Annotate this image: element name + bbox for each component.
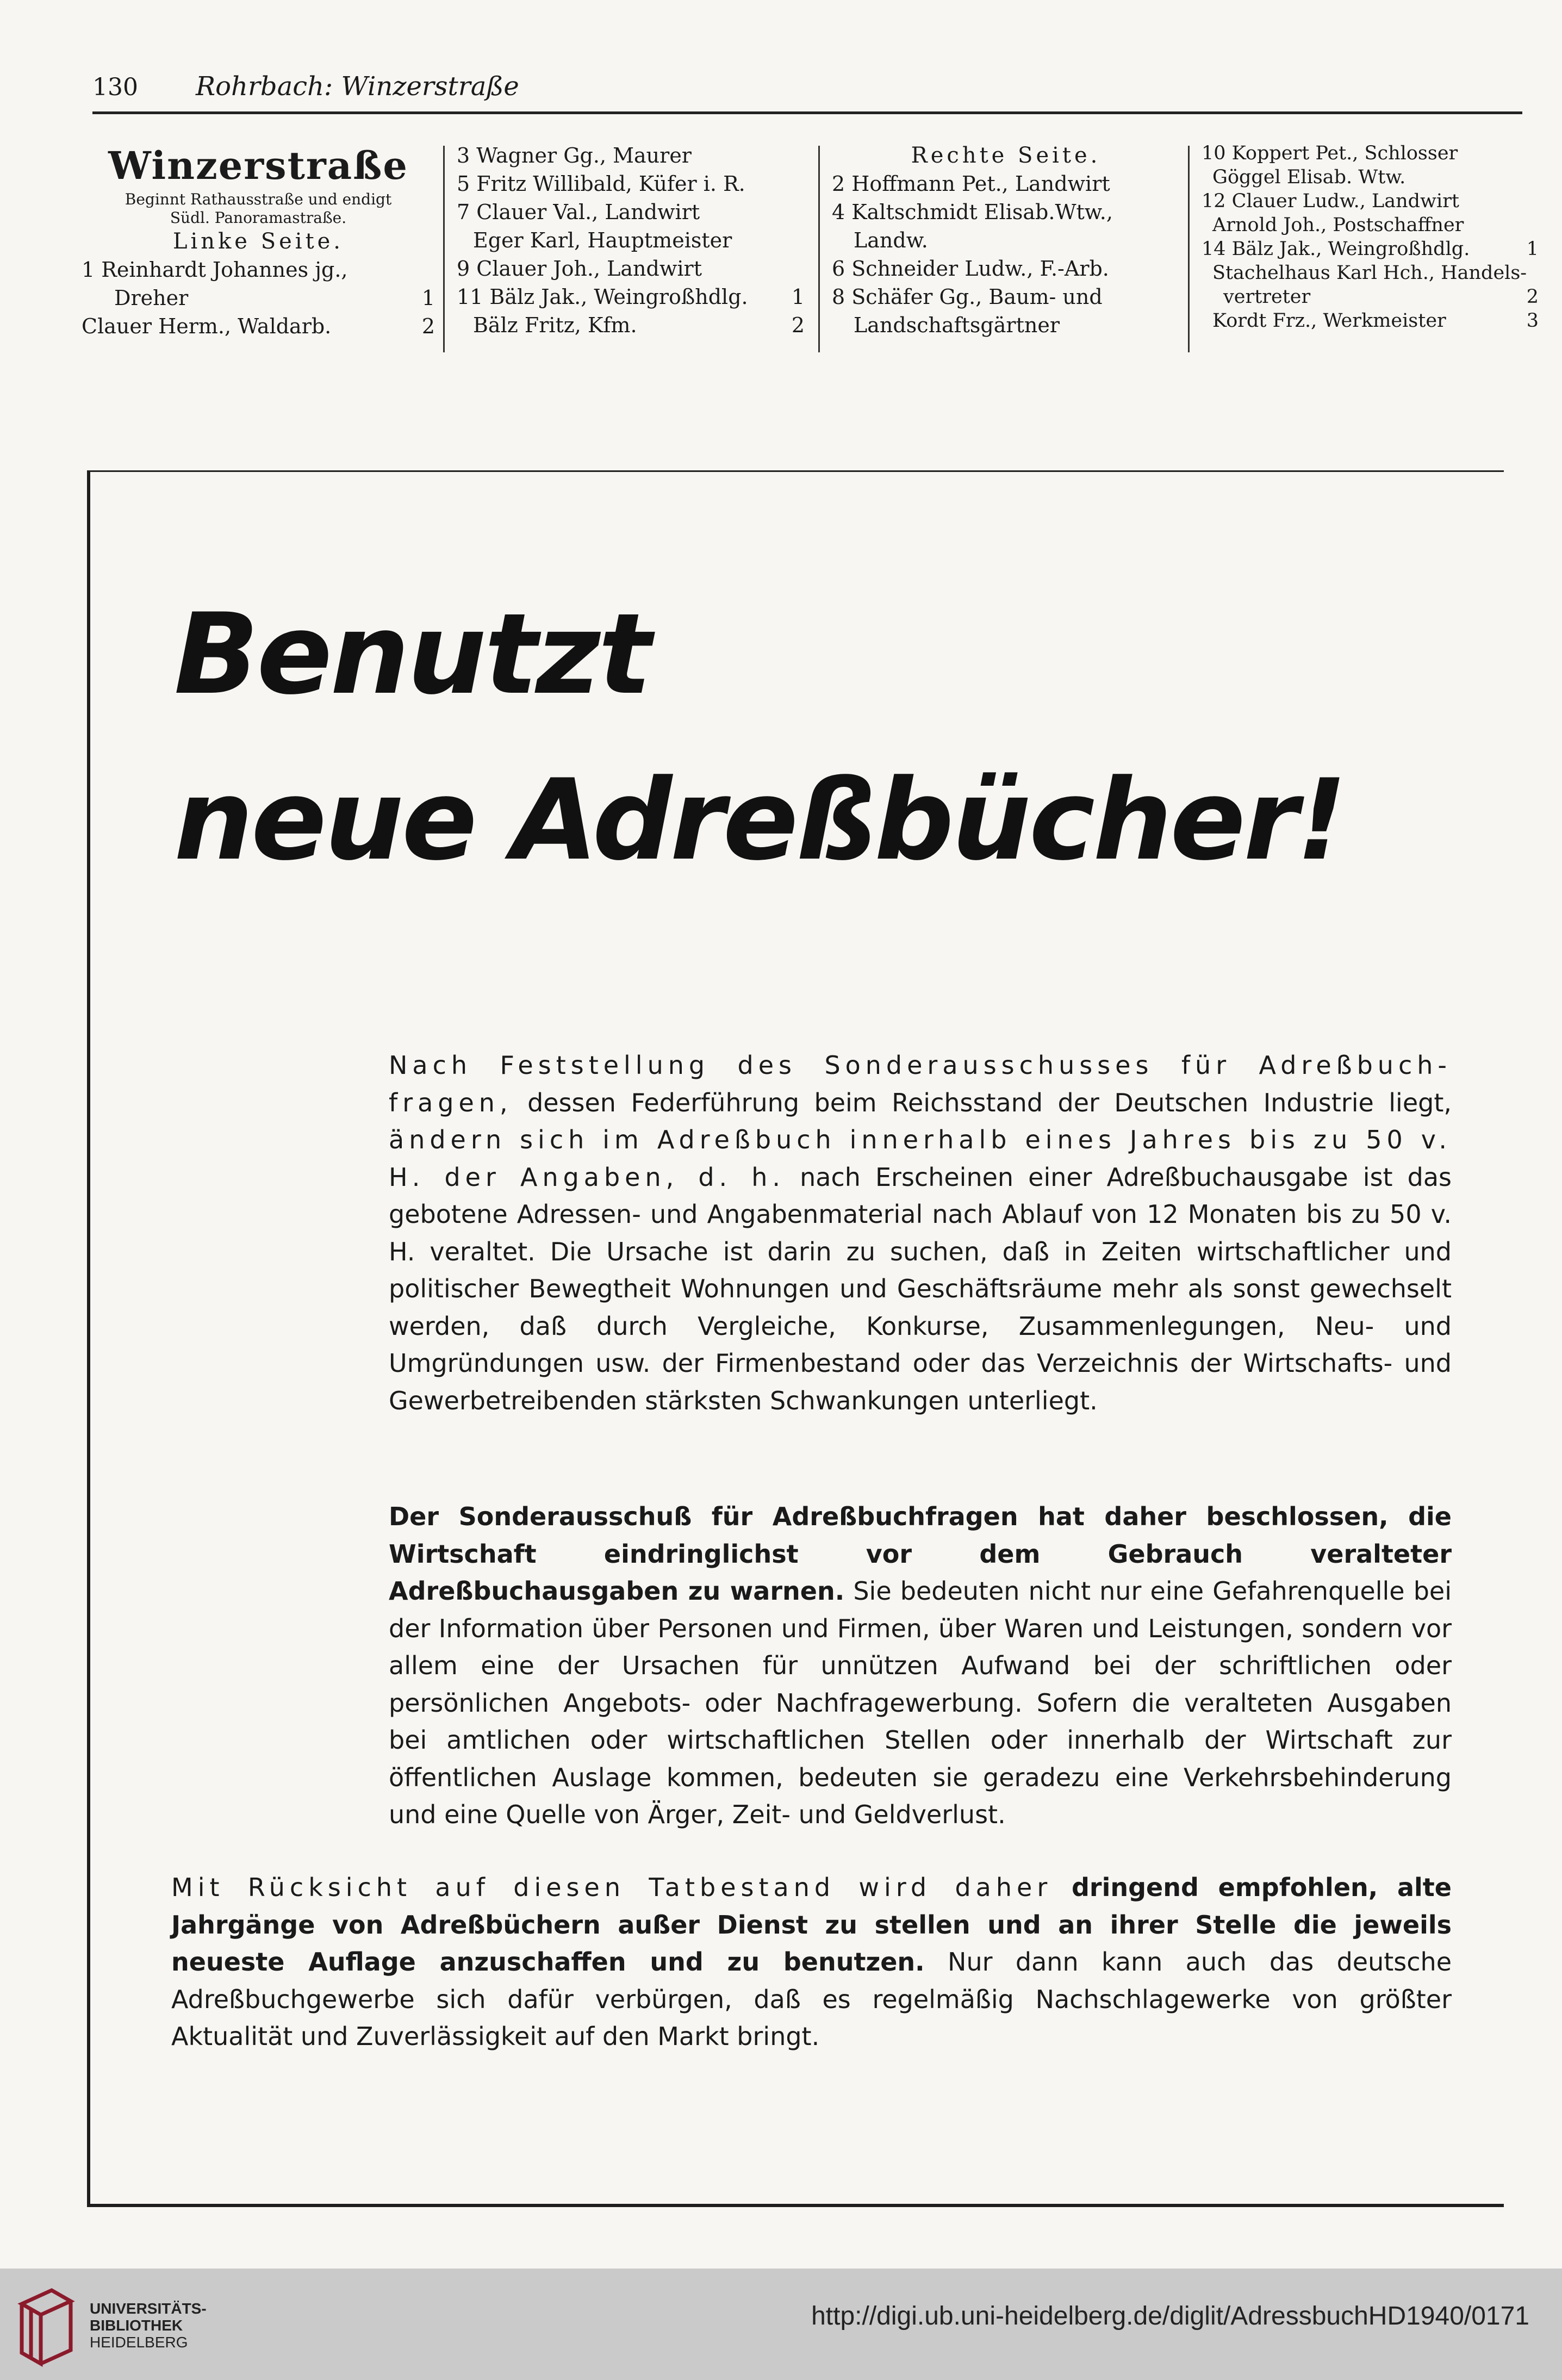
column-divider [1188,146,1190,352]
running-title: Rohrbach: Winzerstraße [196,71,519,102]
directory-column-2 [457,141,805,339]
directory-entry: 3 Wagner Gg., Maurer [457,144,692,167]
library-name [90,2300,207,2351]
directory-entry: Dreher 1 [114,286,435,310]
directory-entry: 5 Fritz Willibald, Küfer i. R. [457,172,745,196]
directory-entry: 6 Schneider Ludw., F.-Arb. [832,257,1109,281]
ad-paragraph-3-emphasis: dringend empfohlen, alte Jahrgänge von Adreßbüchern außer Dienst zu stellen und an ihrer Stelle die jeweils neueste Auflage anzuschaffen und zu benutzen. [171,1873,1452,1977]
header-rule [92,111,1522,114]
street-title: Winzerstraße [108,143,408,188]
directory-entry: 1 Reinhardt Johannes jg., [82,258,348,282]
page-header [92,68,1506,106]
ad-headline-line-1: Benutzt [174,590,650,719]
directory-entry: Clauer Herm., Waldarb. 2 [82,314,435,338]
library-name-line-2: BIBLIOTHEK [90,2317,183,2334]
ad-paragraph-1 [389,1047,1452,1419]
directory-column-3 [832,141,1180,339]
street-note-line: Beginnt Rathausstraße und endigt [125,190,392,208]
column-divider [818,146,820,352]
directory-entry: Eger Karl, Hauptmeister [473,228,732,252]
directory-column-4 [1202,141,1539,333]
ad-paragraph-3 [171,1869,1452,2055]
directory-column-1 [82,141,435,340]
directory-entry: 10 Koppert Pet., Schlosser [1202,142,1458,164]
ad-paragraph-2-emphasis: Der Sonderausschuß für Adreßbuchfragen hat daher beschlossen, die Wirtschaft eindringlichst vor dem Gebrauch veralteter Adreßbuchausgaben zu warnen. [389,1502,1452,1606]
ad-paragraph-1-part-a: dessen Federführung beim Reichsstand der Deutschen Industrie liegt, [512,1088,1452,1117]
ad-paragraph-1-part-b: ändern sich im Adreßbuch innerhalb eines Jahres bis zu 50 v. H. der Angaben, d. h. [389,1125,1452,1192]
directory-entry: Göggel Elisab. Wtw. [1212,166,1406,188]
directory-entry: 4 Kaltschmidt Elisab.Wtw., [832,200,1113,224]
directory-entry: 8 Schäfer Gg., Baum- und [832,285,1103,309]
directory-entry: 7 Clauer Val., Landwirt [457,200,700,224]
column-divider [443,146,445,352]
ad-headline-line-2: neue Adreßbücher! [174,756,1345,885]
page-number: 130 [92,73,138,101]
directory-entry: Stachelhaus Karl Hch., Handels- [1212,262,1527,284]
directory-entry: 12 Clauer Ludw., Landwirt [1202,190,1459,212]
ad-paragraph-3-body: Nur dann kann auch das deutsche Adreßbuchgewerbe sich dafür verbürgen, daß es regelmäßig Nachschlagewerke von größter Aktualität und Zuverlässigkeit auf den Markt bringt. [171,1947,1452,2051]
ad-paragraph-1-lead: Nach Feststellung des Sonderausschusses für Adreßbuch-fragen, [389,1051,1452,1117]
ad-paragraph-3-lead: Mit Rücksicht auf diesen Tatbestand wird daher [171,1873,1053,1902]
library-name-line-1: UNIVERSITÄTS- [90,2300,207,2317]
ad-paragraph-1-part-c: nach Erscheinen einer Adreßbuchausgabe ist das gebotene Adressen- und Angabenmaterial nach Ablauf von 12 Monaten bis zu 50 v. H. veraltet. Die Ursache ist darin zu suchen, daß in Zeiten wirtschaftlicher und politischer Bewegtheit Wohnungen und Geschäftsräume mehr als sonst gewechselt werden, daß durch Vergleiche, Konkurse, Zusammenlegungen, Neu- und Umgründungen usw. der Firmenbestand oder das Verzeichnis der Wirtschafts- und Gewerbetreibenden stärksten Schwankungen unterliegt. [389,1162,1452,1415]
directory-entry: 2 Hoffmann Pet., Landwirt [832,172,1110,196]
directory-entry: Landschaftsgärtner [854,313,1060,337]
directory-entry: 11 Bälz Jak., Weingroßhdlg. 1 [457,285,805,309]
directory-entry: 9 Clauer Joh., Landwirt [457,257,702,281]
ad-paragraph-2 [389,1498,1452,1834]
ad-paragraph-2-body: Sie bedeuten nicht nur eine Gefahrenquelle bei der Information über Personen und Firmen, über Waren und Leistungen, sondern vor allem eine der Ursachen für unnützen Aufwand bei der schriftlichen oder persönlichen Angebots- oder Nachfragewerbung. Sofern die veralteten Ausgaben bei amtlichen oder wirtschaftlichen Stellen oder innerhalb der Wirtschaft zur öffentlichen Auslage kommen, bedeuten sie geradezu eine Verkehrsbehinderung und eine Quelle von Ärger, Zeit- und Geldverlust. [389,1576,1452,1829]
permalink-url[interactable]: http://digi.ub.uni-heidelberg.de/diglit/AdressbuchHD1940/0171 [811,2302,1529,2331]
directory-entry: Kordt Frz., Werkmeister 3 [1212,310,1539,332]
library-name-line-3: HEIDELBERG [90,2334,188,2351]
directory-entry: vertreter 2 [1223,286,1539,308]
left-side-label: Linke Seite. [172,229,344,254]
directory-entry: Landw. [854,228,928,252]
directory-entry: Arnold Joh., Postschaffner [1212,214,1464,236]
footer-bar [0,2269,1562,2380]
right-side-label: Rechte Seite. [911,143,1101,168]
directory-entry: Bälz Fritz, Kfm. 2 [473,313,805,337]
library-logo-icon [14,2282,79,2369]
directory-entry: 14 Bälz Jak., Weingroßhdlg. 1 [1202,238,1539,260]
street-note-line: Südl. Panoramastraße. [170,209,347,227]
